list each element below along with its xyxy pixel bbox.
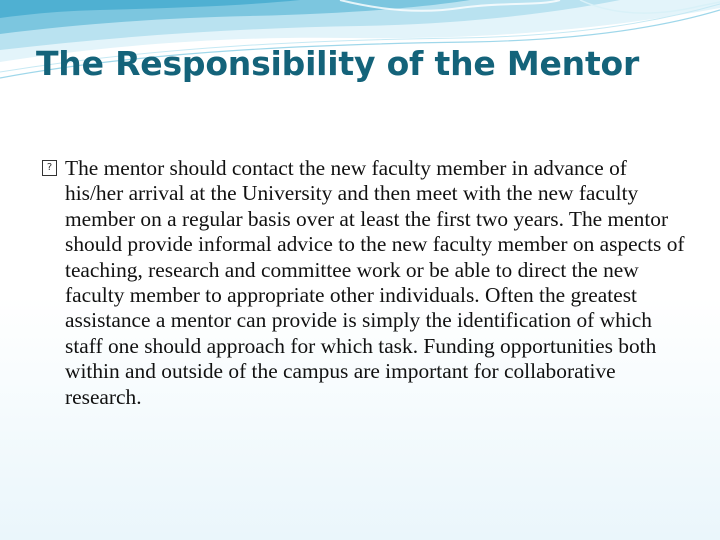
bullet-text: The mentor should contact the new faculty member in advance of his/her arrival at the University and then meet with the new faculty member on a regular basis over at least the first two years. The mentor should provide informal advice to the new faculty member on aspects of teaching, research and committee work or be able to direct the new faculty member to appropriate other individuals. Often the greatest assistance a mentor can provide is simply the identification of which staff one should approach for which task. Funding opportunities both within and outside of the campus are important for collaborative research. [65, 156, 685, 409]
bullet-marker-icon: ? [42, 160, 57, 176]
bullet-item [42, 156, 688, 410]
slide-title: The Responsibility of the Mentor [36, 44, 640, 83]
slide-body [42, 156, 688, 410]
